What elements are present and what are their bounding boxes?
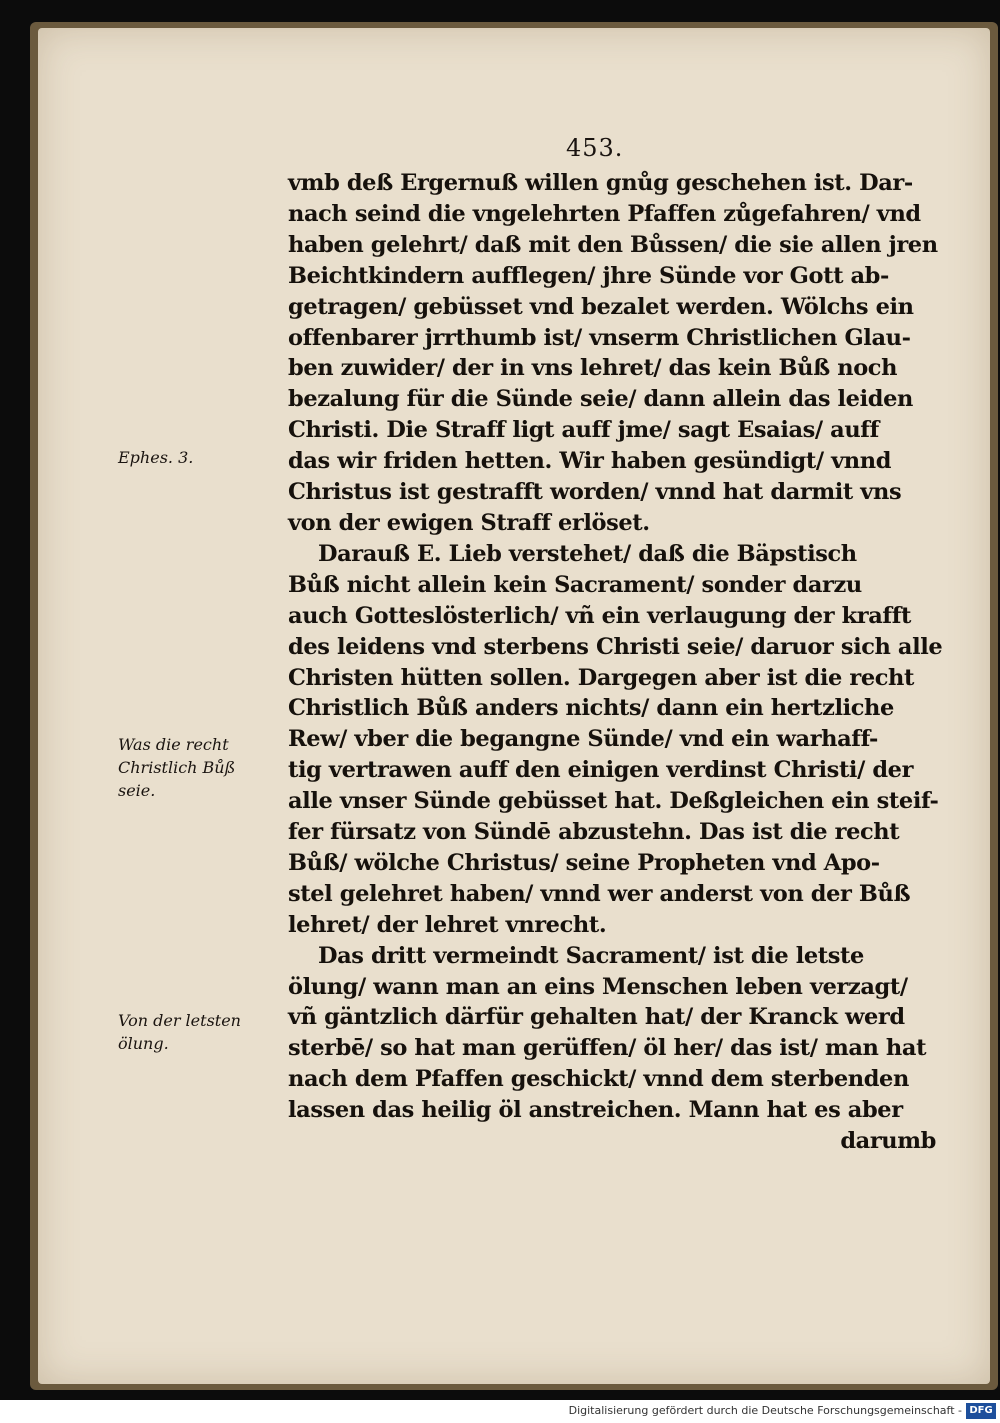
marginal-note-line: Was die recht [118,735,229,754]
text-line: tig vertrawen auff den einigen verdinst Christi/ der [288,757,914,784]
text-line: Darauß E. Lieb verstehet/ daß die Bäpstisch [318,540,857,567]
text-line: von der ewigen Straff erlöset. [288,509,650,536]
text-line: vmb deß Ergernuß willen gnůg geschehen ist. Dar- [288,170,913,196]
text-line: nach dem Pfaffen geschickt/ vnnd dem sterbenden [288,1066,909,1093]
text-line: Bůß/ wölche Christus/ seine Propheten vnd Apo- [288,849,880,876]
text-line: stel gelehret haben/ vnnd wer anderst von der Bůß [288,880,911,907]
text-line: das wir friden hetten. Wir haben gesündigt/ vnnd [288,448,892,475]
text-line: Das dritt vermeindt Sacrament/ ist die letste [318,942,864,969]
text-line: Christi. Die Straff ligt auff jme/ sagt Esaias/ auff [288,417,879,444]
catchword: darumb [840,1128,936,1155]
page-number: 453. [566,134,624,162]
text-line: haben gelehrt/ daß mit den Bůssen/ die sie allen jren [288,231,938,258]
body-text [288,168,943,1157]
dfg-logo: DFG [966,1403,996,1419]
text-line: sterbē/ so hat man gerüffen/ öl her/ das ist/ man hat [288,1035,927,1062]
text-line: Christlich Bůß anders nichts/ dann ein hertzliche [288,695,894,722]
text-line: ölung/ wann man an eins Menschen leben verzagt/ [288,973,908,1000]
text-line: lehret/ der lehret vnrecht. [288,911,607,938]
text-line: fer fürsatz von Sündē abzustehn. Das ist die recht [288,819,900,846]
footer-credit: Digitalisierung gefördert durch die Deutsche Forschungsgemeinschaft - [568,1404,962,1417]
marginal-note-oelung [118,1009,268,1055]
text-line: vñ gäntzlich därfür gehalten hat/ der Kranck werd [288,1004,905,1031]
marginal-note-line: Von der letsten [118,1011,241,1030]
marginal-note-line: Christlich Bůß [118,758,236,777]
text-line: ben zuwider/ der in vns lehret/ das kein Bůß noch [288,355,898,382]
text-line: alle vnser Sünde gebüsset hat. Deßgleichen ein steif- [288,788,939,815]
text-line: Bůß nicht allein kein Sacrament/ sonder darzu [288,571,862,598]
text-line: lassen das heilig öl anstreichen. Mann hat es aber [288,1097,903,1124]
text-line: Christen hütten sollen. Dargegen aber ist die recht [288,664,914,691]
text-line: Christus ist gestrafft worden/ vnnd hat darmit vns [288,479,902,506]
marginal-note-line: ölung. [118,1034,169,1053]
footer-bar [0,1400,1000,1423]
text-line: auch Gotteslösterlich/ vñ ein verlaugung der krafft [288,602,911,629]
marginal-note-busse [118,733,268,802]
text-line: des leidens vnd sterbens Christi seie/ daruor sich alle [288,633,943,660]
marginal-note-ephes [118,446,268,469]
text-line: offenbarer jrrthumb ist/ vnserm Christlichen Glau- [288,324,911,351]
text-line: getragen/ gebüsset vnd bezalet werden. Wölchs ein [288,293,914,320]
text-line: Beichtkindern aufflegen/ jhre Sünde vor Gott ab- [288,262,889,289]
marginal-note-line: seie. [118,781,156,800]
text-line: bezalung für die Sünde seie/ dann allein das leiden [288,386,913,413]
text-line: nach seind die vngelehrten Pfaffen zůgefahren/ vnd [288,200,921,227]
marginal-note-line: Ephes. 3. [118,448,194,467]
text-line: Rew/ vber die begangne Sünde/ vnd ein warhaff- [288,726,878,753]
